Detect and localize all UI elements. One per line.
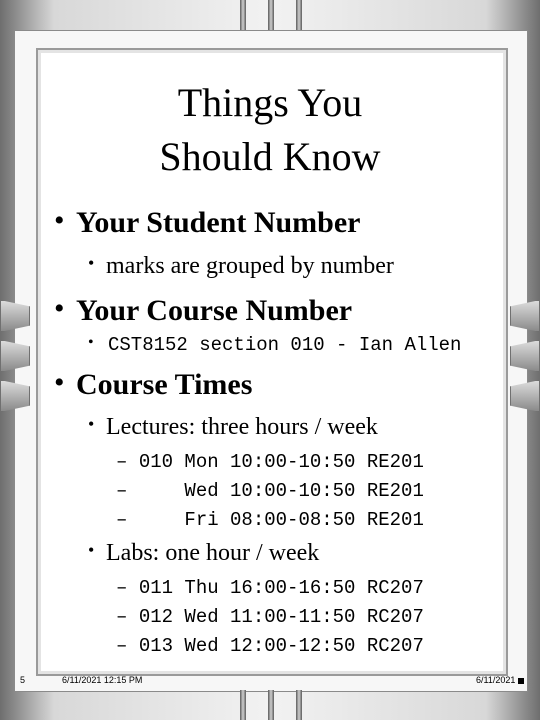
slide-title-line1: Things You xyxy=(177,80,363,125)
sub-bullet-marks xyxy=(88,253,394,280)
lab-row: – 013 Wed 12:00-12:50 RC207 xyxy=(116,635,424,657)
bullet-text: Your Course Number xyxy=(76,294,353,327)
sub-bullet-text: CST8152 section 010 - Ian Allen xyxy=(108,334,462,356)
footer-date-text: 6/11/2021 xyxy=(476,675,516,685)
bullet-text: Your Student Number xyxy=(76,206,361,239)
square-icon xyxy=(518,678,524,684)
bullet-text: Course Times xyxy=(76,368,253,401)
footer-date xyxy=(476,675,524,685)
sub-bullet-text: Lectures: three hours / week xyxy=(106,414,378,440)
frame-ornament xyxy=(240,0,246,30)
bullet-student-number xyxy=(54,204,361,240)
frame-ornament xyxy=(268,0,274,30)
sub-bullet-labs xyxy=(88,540,320,567)
lecture-row: – 010 Mon 10:00-10:50 RE201 xyxy=(116,451,424,473)
sub-bullet-lectures xyxy=(88,414,378,441)
slide-title-line2: Should Know xyxy=(159,134,381,179)
lecture-row-text: Fri 08:00-08:50 RE201 xyxy=(138,509,424,531)
frame-ornament xyxy=(296,0,302,30)
bullet-icon: • xyxy=(88,334,94,351)
sub-bullet-text: marks are grouped by number xyxy=(106,253,394,279)
bullet-course-times xyxy=(54,366,253,402)
lab-row: – 011 Thu 16:00-16:50 RC207 xyxy=(116,577,424,599)
bullet-icon: • xyxy=(88,540,95,560)
bullet-icon: • xyxy=(54,204,65,237)
lecture-row: – Fri 08:00-08:50 RE201 xyxy=(116,509,424,531)
lab-row-text: 011 Thu 16:00-16:50 RC207 xyxy=(138,577,424,599)
page-number: 5 xyxy=(20,675,26,685)
bullet-icon: • xyxy=(54,292,65,325)
bullet-icon: • xyxy=(88,253,95,273)
lecture-row: – Wed 10:00-10:50 RE201 xyxy=(116,480,424,502)
sub-bullet-course xyxy=(88,334,462,356)
footer-timestamp: 6/11/2021 12:15 PM xyxy=(62,675,143,685)
bullet-course-number xyxy=(54,292,353,328)
sub-bullet-text: Labs: one hour / week xyxy=(106,540,320,566)
lecture-row-text: Wed 10:00-10:50 RE201 xyxy=(138,480,424,502)
lab-row: – 012 Wed 11:00-11:50 RC207 xyxy=(116,606,424,628)
frame-ornament xyxy=(268,690,274,720)
slide-title xyxy=(36,76,504,184)
lab-row-text: 012 Wed 11:00-11:50 RC207 xyxy=(138,606,424,628)
frame-ornament xyxy=(240,690,246,720)
frame-ornament xyxy=(296,690,302,720)
lab-row-text: 013 Wed 12:00-12:50 RC207 xyxy=(138,635,424,657)
bullet-icon: • xyxy=(88,414,95,434)
lecture-row-text: 010 Mon 10:00-10:50 RE201 xyxy=(138,451,424,473)
bullet-icon: • xyxy=(54,366,65,399)
